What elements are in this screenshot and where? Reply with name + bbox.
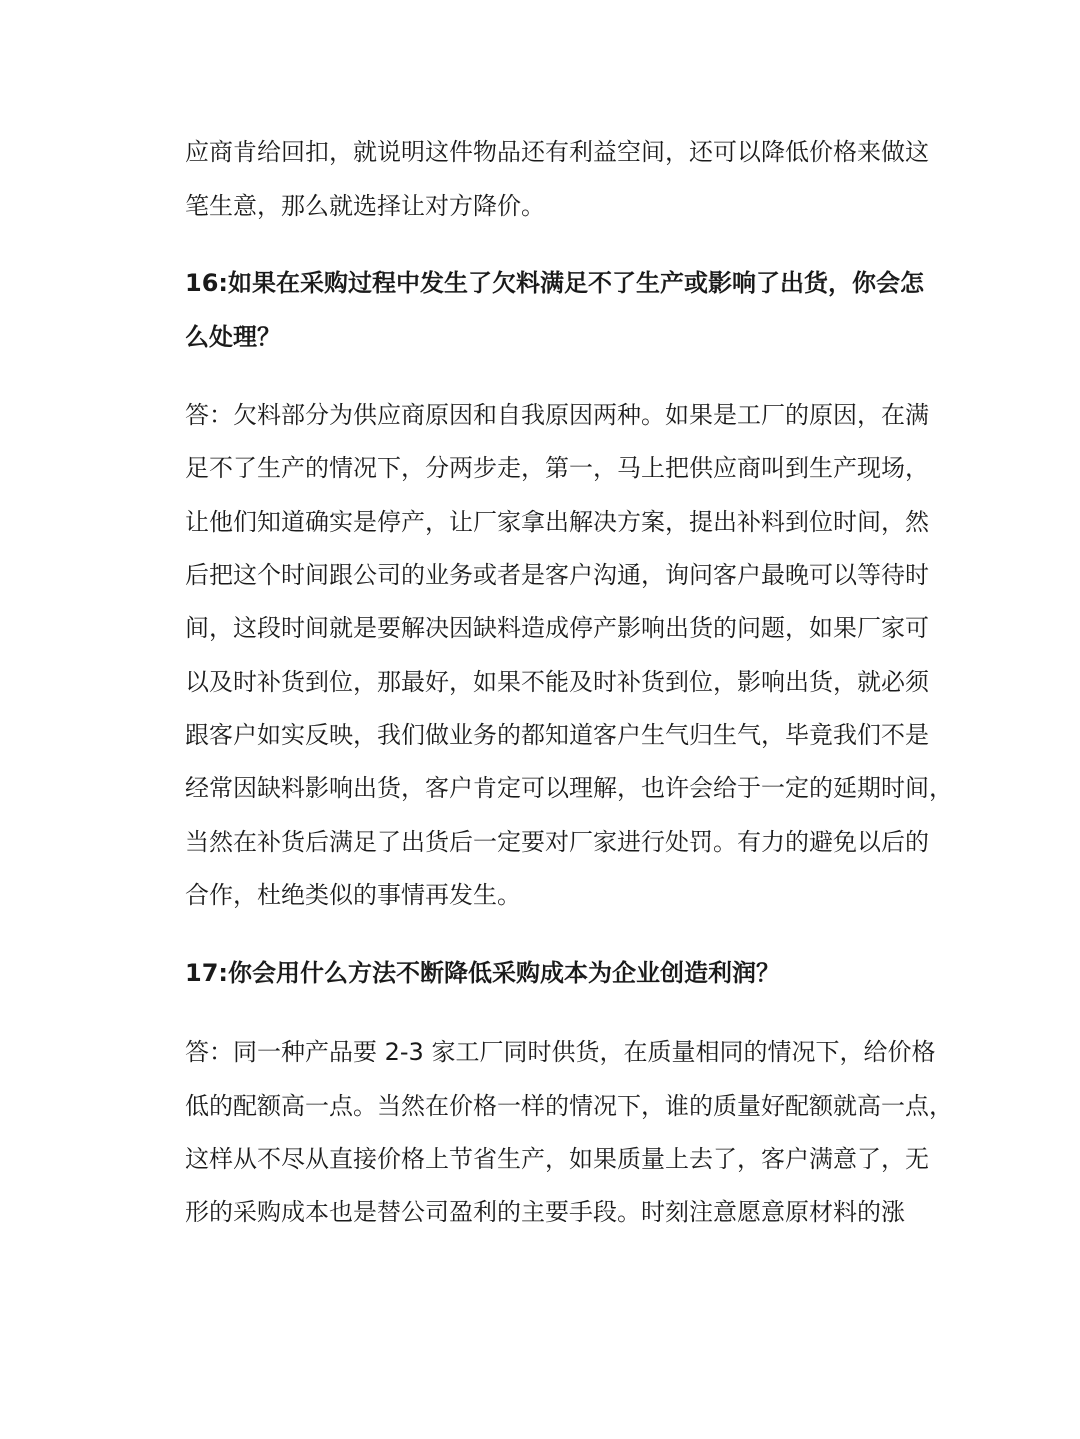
answer-line: 足不了生产的情况下，分两步走，第一，马上把供应商叫到生产现场， [185,454,929,482]
answer-line: 后把这个时间跟公司的业务或者是客户沟通，询问客户最晚可以等待时 [185,561,929,589]
answer-line: 低的配额高一点。当然在价格一样的情况下，谁的质量好配额就高一点， [185,1092,953,1120]
question-heading-17: 17:你会用什么方法不断降低采购成本为企业创造利润？ [185,959,780,987]
answer-line: 当然在补货后满足了出货后一定要对厂家进行处罚。有力的避免以后的 [185,828,929,856]
answer-line: 合作，杜绝类似的事情再发生。 [185,881,521,909]
paragraph-line: 笔生意，那么就选择让对方降价。 [185,192,545,220]
answer-line: 让他们知道确实是停产，让厂家拿出解决方案，提出补料到位时间，然 [185,508,929,536]
answer-line: 答：欠料部分为供应商原因和自我原因两种。如果是工厂的原因，在满 [185,401,929,429]
paragraph-line: 应商肯给回扣，就说明这件物品还有利益空间，还可以降低价格来做这 [185,138,929,166]
question-heading-16-cont: 么处理？ [185,323,281,351]
answer-line: 以及时补货到位，那最好，如果不能及时补货到位，影响出货，就必须 [185,668,929,696]
answer-line: 形的采购成本也是替公司盈利的主要手段。时刻注意愿意原材料的涨 [185,1198,905,1226]
answer-line: 跟客户如实反映，我们做业务的都知道客户生气归生气，毕竟我们不是 [185,721,929,749]
question-heading-16: 16:如果在采购过程中发生了欠料满足不了生产或影响了出货，你会怎 [185,269,924,297]
answer-line: 间，这段时间就是要解决因缺料造成停产影响出货的问题，如果厂家可 [185,614,929,642]
answer-line: 经常因缺料影响出货，客户肯定可以理解，也许会给于一定的延期时间， [185,774,953,802]
answer-line: 这样从不尽从直接价格上节省生产，如果质量上去了，客户满意了，无 [185,1145,929,1173]
answer-line: 答：同一种产品要 2-3 家工厂同时供货，在质量相同的情况下，给价格 [185,1038,936,1066]
